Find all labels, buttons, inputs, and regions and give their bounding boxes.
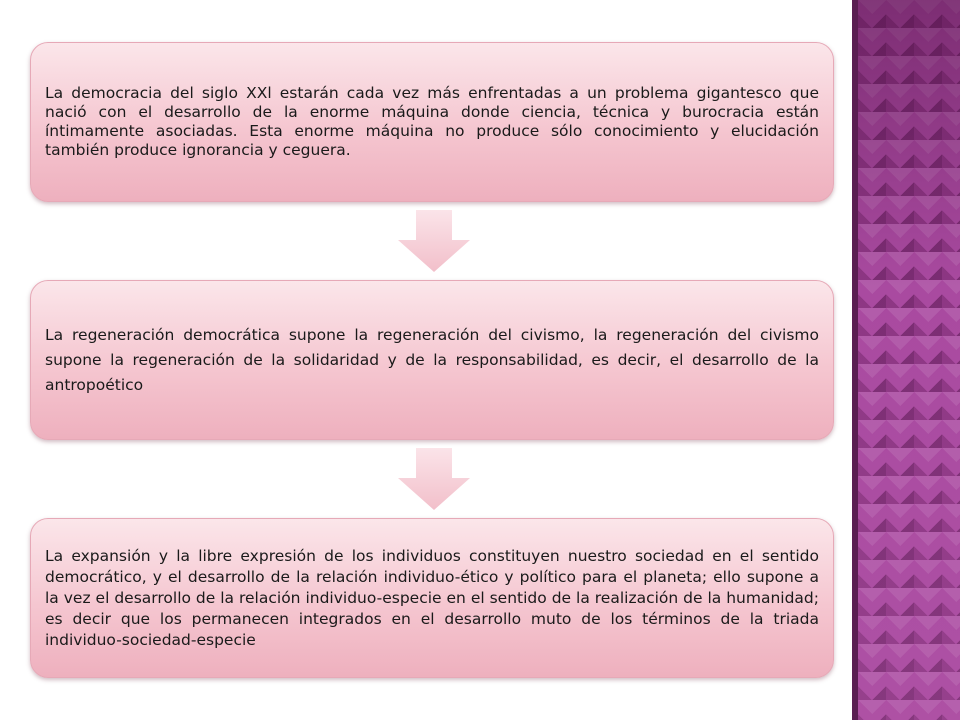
decorative-side-panel bbox=[852, 0, 960, 720]
down-arrow-icon bbox=[398, 210, 470, 272]
process-step-3-text: La expansión y la libre expresión de los individuos constituyen nuestro sociedad en el sentido democrático, y el desarrollo de la relación individuo-ético y político para el planeta; ello supone a la vez el desarrollo de la relación individuo-especie en el sentido de la realización de la humanidad; es decir que los permanecen integrados en el desarrollo muto de los términos de la triada individuo-sociedad-especie bbox=[45, 546, 819, 649]
down-arrow-icon bbox=[398, 448, 470, 510]
process-step-1 bbox=[30, 42, 834, 202]
process-step-1-text: La democracia del siglo XXl estarán cada vez más enfrentadas a un problema gigantesco que nació con el desarrollo de la enorme máquina donde ciencia, técnica y burocracia están íntimamente asociadas. Esta enorme máquina no produce sólo conocimiento y elucidación también produce ignorancia y ceguera. bbox=[45, 84, 819, 159]
process-step-3 bbox=[30, 518, 834, 678]
process-step-2-text: La regeneración democrática supone la regeneración del civismo, la regeneración del civismo supone la regeneración de la solidaridad y de la responsabilidad, es decir, el desarrollo de la antropoético bbox=[45, 325, 819, 394]
process-step-2 bbox=[30, 280, 834, 440]
